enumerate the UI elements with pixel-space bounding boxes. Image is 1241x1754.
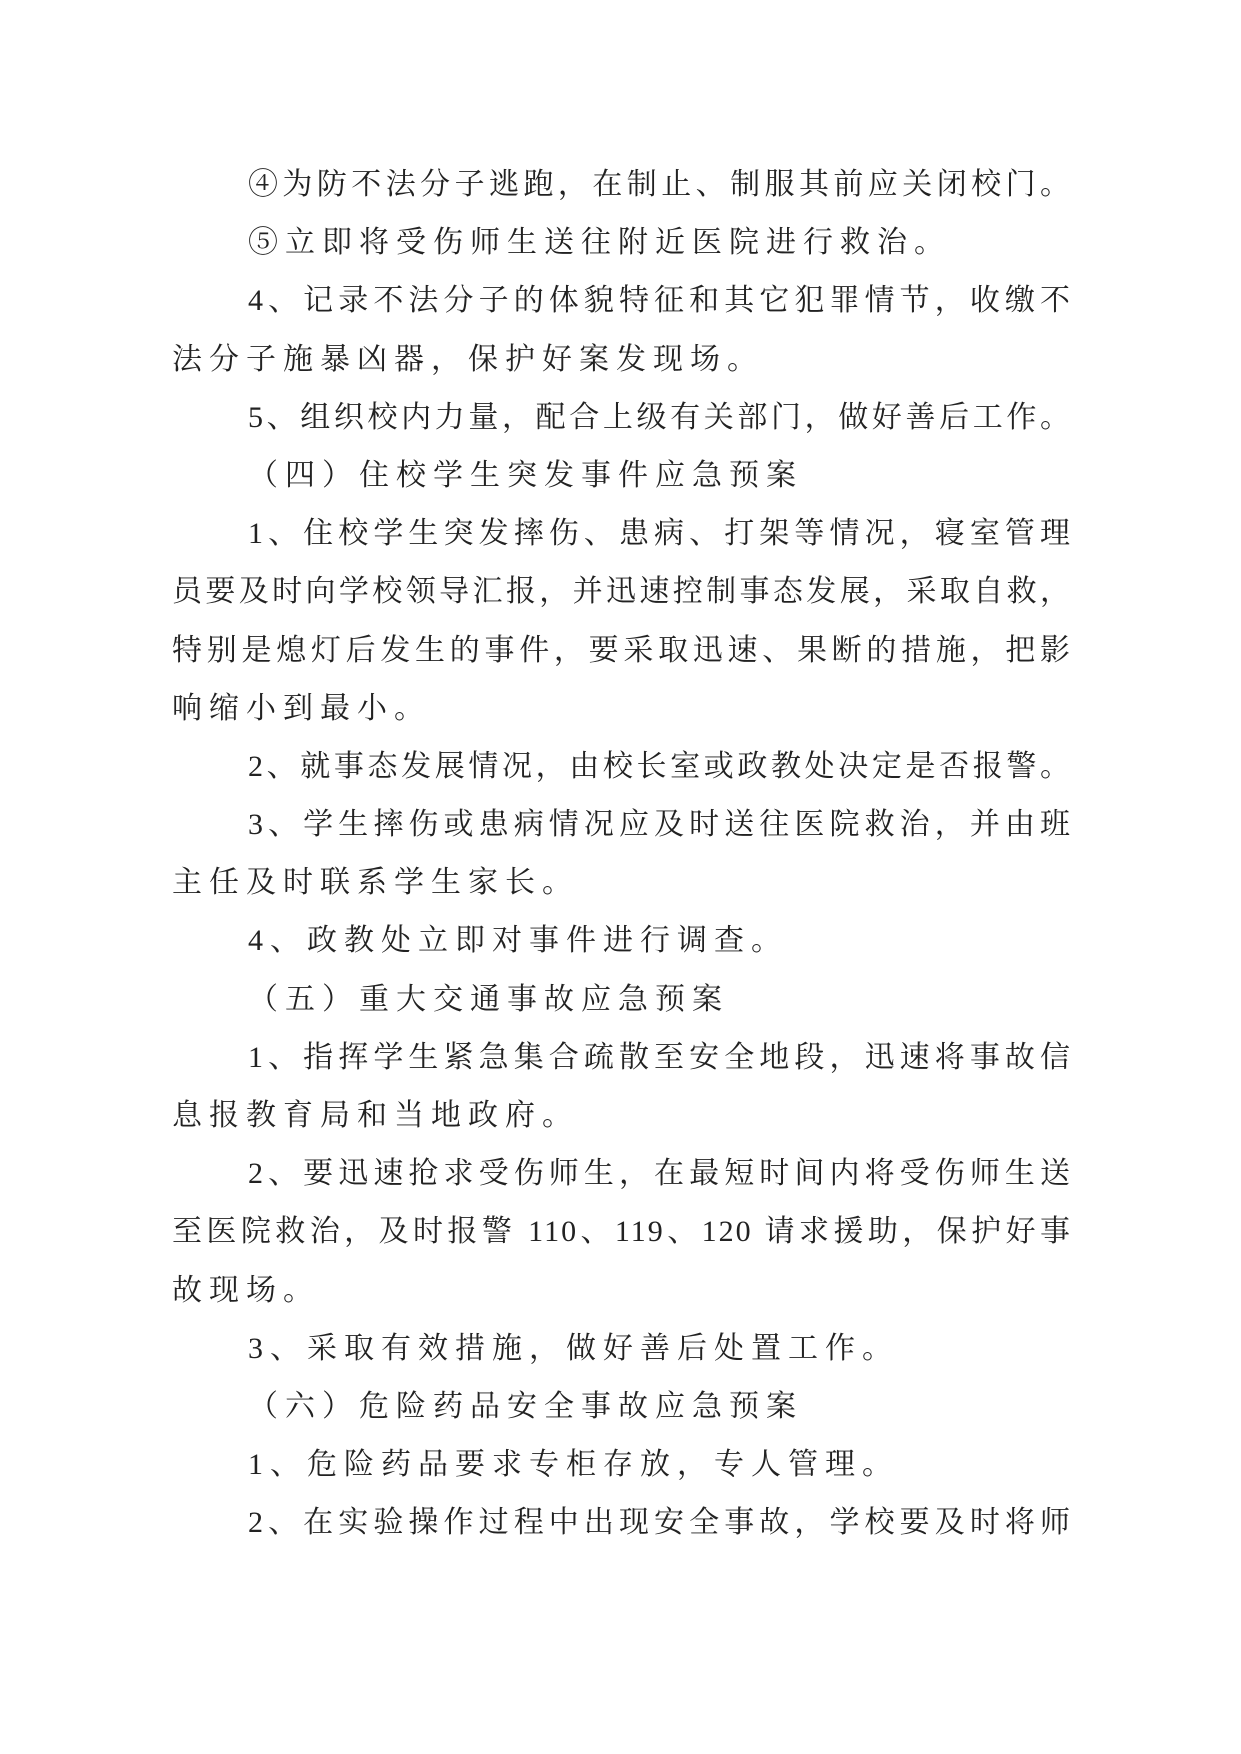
text-line: 2、就事态发展情况，由校长室或政教处决定是否报警。 bbox=[248, 749, 1072, 783]
document-body bbox=[172, 156, 1072, 1553]
text-line: （六）危险药品安全事故应急预案 bbox=[248, 1389, 803, 1423]
text-line: 1、住校学生突发摔伤、患病、打架等情况，寝室管理 bbox=[248, 517, 1072, 551]
text-line: 2、在实验操作过程中出现安全事故，学校要及时将师 bbox=[248, 1506, 1072, 1540]
text-line: 4、记录不法分子的体貌特征和其它犯罪情节，收缴不 bbox=[248, 284, 1072, 318]
text-line: 息报教育局和当地政府。 bbox=[172, 1099, 579, 1132]
text-line: ⑤立即将受伤师生送往附近医院进行救治。 bbox=[248, 226, 951, 260]
text-line: （四）住校学生突发事件应急预案 bbox=[248, 458, 803, 492]
text-line: 法分子施暴凶器，保护好案发现场。 bbox=[172, 342, 764, 376]
text-line: 至医院救治，及时报警 110、119、120 请求援助，保护好事 bbox=[172, 1215, 1072, 1249]
text-line: 1、指挥学生紧急集合疏散至安全地段，迅速将事故信 bbox=[248, 1040, 1072, 1074]
text-line: 员要及时向学校领导汇报，并迅速控制事态发展，采取自救， bbox=[172, 575, 1072, 609]
text-line: 故现场。 bbox=[172, 1273, 320, 1307]
text-line: ④为防不法分子逃跑，在制止、制服其前应关闭校门。 bbox=[248, 168, 1072, 201]
text-line: 3、采取有效措施，做好善后处置工作。 bbox=[248, 1331, 899, 1365]
text-line: 特别是熄灯后发生的事件，要采取迅速、果断的措施，把影 bbox=[172, 633, 1072, 667]
text-line: 3、学生摔伤或患病情况应及时送往医院救治，并由班 bbox=[248, 808, 1072, 842]
text-line: （五）重大交通事故应急预案 bbox=[248, 982, 729, 1016]
text-line: 响缩小到最小。 bbox=[172, 691, 431, 725]
text-line: 1、危险药品要求专柜存放，专人管理。 bbox=[248, 1448, 899, 1482]
text-line: 5、组织校内力量，配合上级有关部门，做好善后工作。 bbox=[248, 400, 1072, 434]
text-line: 主任及时联系学生家长。 bbox=[172, 866, 579, 900]
text-line: 2、要迅速抢求受伤师生，在最短时间内将受伤师生送 bbox=[248, 1157, 1072, 1191]
text-line: 4、政教处立即对事件进行调查。 bbox=[248, 924, 788, 958]
